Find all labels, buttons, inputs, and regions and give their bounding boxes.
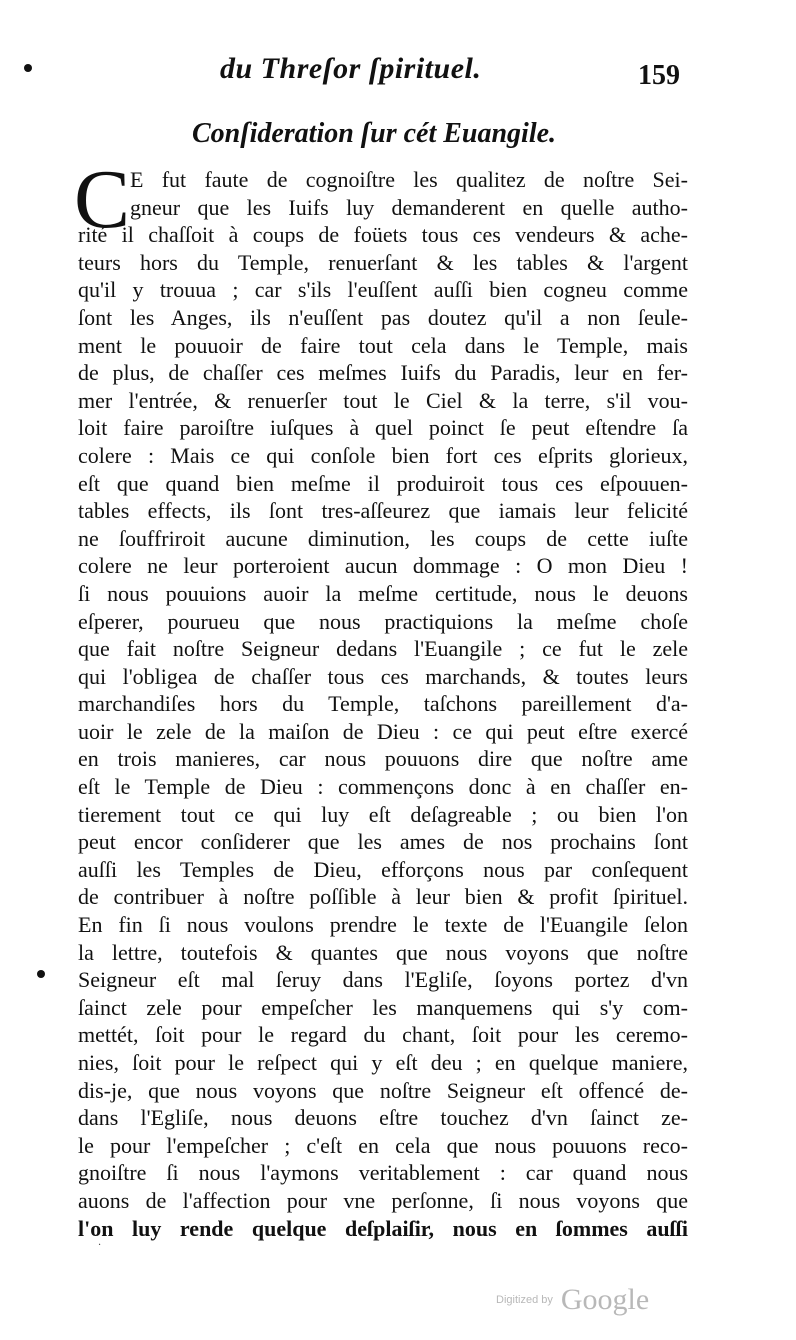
text-line: uoir le zele de la maiſon de Dieu : ce qui peut eſtre exercé: [78, 718, 688, 744]
text-line: rité il chaſſoit à coups de foüets tous ces vendeurs & ache-: [78, 222, 688, 248]
text-line: de plus, de chaſſer ces meſmes Iuifs du Paradis, leur en fer-: [78, 360, 688, 386]
text-line: eſperer, pourueu que nous practiquions la meſme choſe: [78, 608, 688, 634]
text-line: mer l'entrée, & renuerſer tout le Ciel & la terre, s'il vou-: [78, 387, 688, 413]
text-line: dans l'Egliſe, nous deuons eſtre touchez d'vn ſainct ze-: [78, 1105, 688, 1131]
text-line: ſainct zele pour empeſcher les manquemens qui s'y com-: [78, 994, 688, 1020]
text-line: ment le pouuoir de faire tout cela dans le Temple, mais: [78, 332, 688, 358]
drop-cap: C: [74, 153, 131, 246]
margin-dot-mark: [24, 64, 32, 72]
page-number: 159: [638, 60, 680, 91]
text-line: tables effects, ils ſont tres-aſſeurez que iamais leur felicité: [78, 498, 688, 524]
watermark-brand: Google: [560, 1283, 650, 1316]
watermark-prefix: Digitized by: [496, 1294, 553, 1306]
text-line: eſt que quand bien meſme il produiroit tous ces eſpouuen-: [78, 470, 688, 496]
text-line: en trois manieres, car nous pouuons dire que noſtre ame: [78, 746, 688, 772]
section-title: Conſideration ſur cét Euangile.: [192, 118, 557, 149]
text-line: ne ſouffriroit aucune diminution, les coups de cette iuſte: [78, 525, 688, 551]
text-line: auſſi les Temples de Dieu, efforçons nous par conſequent: [78, 856, 688, 882]
text-line: En fin ſi nous voulons prendre le texte de l'Euangile ſelon: [78, 912, 688, 938]
running-head: du Threſor ſpirituel.: [220, 52, 482, 85]
text-line: tierement tout ce qui luy eſt deſagreable ; ou bien l'on: [78, 801, 688, 827]
digitization-watermark: [496, 1283, 649, 1317]
text-line: gnoiſtre ſi nous l'aymons veritablement : car quand nous: [78, 1160, 688, 1186]
body-paragraph: [78, 166, 688, 1242]
text-line: marchandiſes hors du Temple, taſchons pareillement d'a-: [78, 691, 688, 717]
text-line: la lettre, toutefois & quantes que nous voyons que noſtre: [78, 939, 688, 965]
text-line: le pour l'empeſcher ; c'eſt en cela que nous pouuons reco-: [78, 1132, 688, 1158]
text-line: de contribuer à noſtre poſſible à leur bien & profit ſpirituel.: [78, 884, 688, 910]
text-line: colere : Mais ce qui conſole bien fort ces eſprits glorieux,: [78, 442, 688, 468]
stray-mark: ·: [98, 1240, 102, 1251]
text-line: ſi nous pouuions auoir la meſme certitude, nous le deuons: [78, 580, 688, 606]
text-line: peut encor conſiderer que les ames de nos prochains ſont: [78, 829, 688, 855]
text-line: ſont les Anges, ils n'euſſent pas doutez qu'il a non ſeule-: [78, 304, 688, 330]
text-line: gneur que les Iuifs luy demanderent en quelle autho-: [130, 194, 688, 220]
text-line: qu'il y trouua ; car s'ils l'euſſent auſſi bien cogneu comme: [78, 277, 688, 303]
text-line: que fait noſtre Seigneur dedans l'Euangile ; ce fut le zele: [78, 636, 688, 662]
margin-dot-mark: [37, 970, 45, 978]
text-line: qui l'obligea de chaſſer tous ces marchands, & toutes leurs: [78, 663, 688, 689]
text-line: Seigneur eſt mal ſeruy dans l'Egliſe, ſoyons portez d'vn: [78, 967, 688, 993]
text-line: l'on luy rende quelque deſplaiſir, nous en ſommes auſſi: [78, 1215, 688, 1241]
text-line: auons de l'affection pour vne perſonne, ſi nous voyons que: [78, 1187, 688, 1213]
text-line: dis-je, que nous voyons que noſtre Seigneur eſt offencé de-: [78, 1077, 688, 1103]
text-line: colere ne leur porteroient aucun dommage : O mon Dieu !: [78, 553, 688, 579]
text-line: loit faire paroiſtre iuſques à quel poinct ſe peut eſtendre ſa: [78, 415, 688, 441]
text-line: nies, ſoit pour le reſpect qui y eſt deu ; en quelque maniere,: [78, 1050, 688, 1075]
text-line: eſt le Temple de Dieu : commençons donc à en chaſſer en-: [78, 774, 688, 800]
text-line: E fut faute de cognoiſtre les qualitez de noſtre Sei-: [130, 167, 688, 192]
text-line: mettét, ſoit pour le regard du chant, ſoit pour les ceremo-: [78, 1022, 688, 1048]
text-line: teurs hors du Temple, renuerſant & les tables & l'argent: [78, 249, 688, 275]
